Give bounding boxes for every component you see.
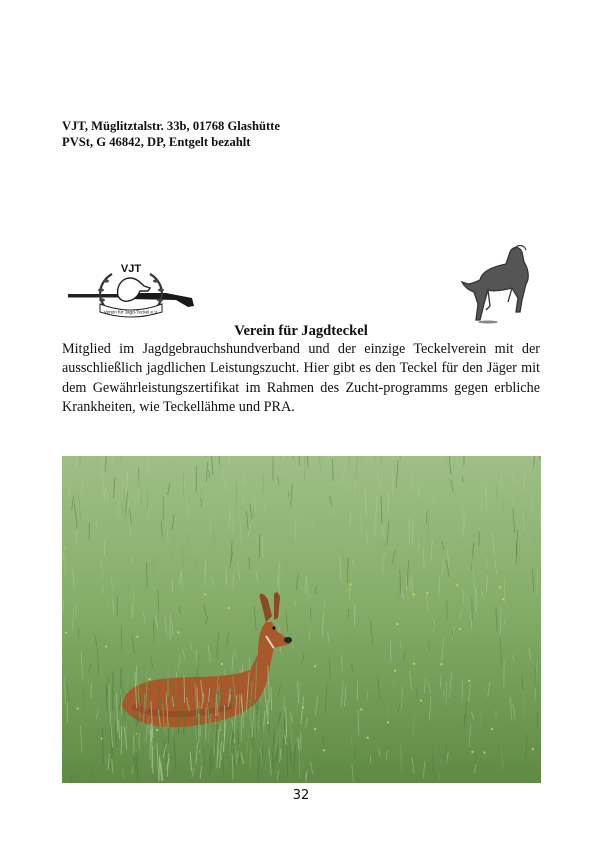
logo-acronym: VJT <box>120 263 142 275</box>
address-line-2: PVSt, G 46842, DP, Entgelt bezahlt <box>62 134 251 149</box>
page-number: 32 <box>292 788 310 803</box>
address-line-1: VJT, Müglitztalstr. 33b, 01768 Glashütte <box>62 119 280 133</box>
dog-sketch-icon <box>458 240 536 324</box>
club-title: Verein für Jagdteckel <box>234 323 368 339</box>
club-description: Mitglied im Jagdgebrauchshundverband und der einzige Teckelverein mit der ausschließlich jagdlichen Leistungszucht. Hier gibt es den Teckel für den Jäger mit dem Gewährleistungszertifikat im Rahmen des Zucht-programms gegen erbliche Krankheiten, wie Teckellähme und PRA. <box>62 341 540 415</box>
logo-ring-text: Verein für Jagd-Teckel e.V. <box>103 309 159 315</box>
vjt-logo <box>66 260 196 322</box>
address-block <box>62 119 542 150</box>
deer-photo <box>62 456 541 783</box>
